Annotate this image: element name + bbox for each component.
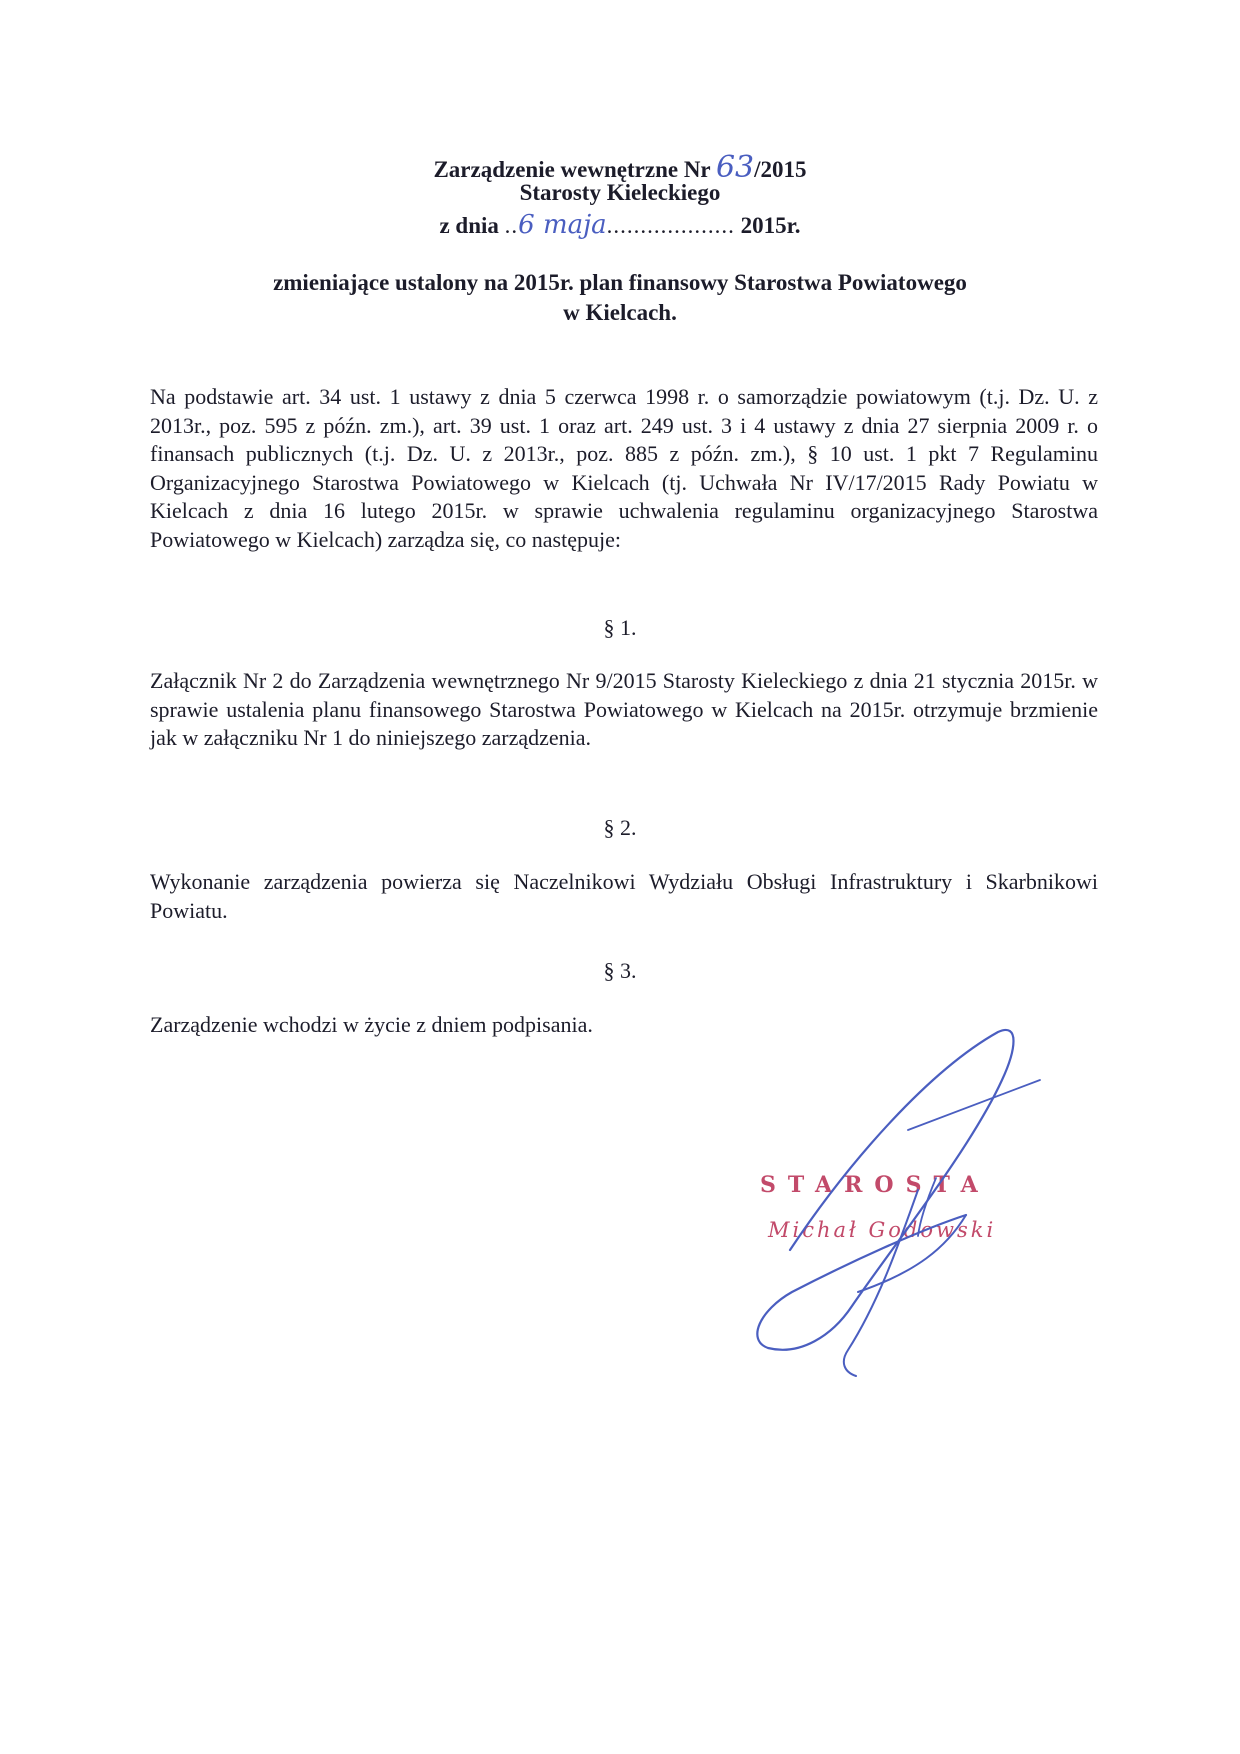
section-1-text: Załącznik Nr 2 do Zarządzenia wewnętrznego Nr 9/2015 Starosty Kieleckiego z dnia 21 stycznia 2015r. w sprawie ustalenia planu finansowego Starostwa Powiatowego w Kielcach na 2015r. otrzymuje brzmienie jak w załączniku Nr 1 do niniejszego zarządzenia. <box>150 668 1098 751</box>
document-subject <box>0 268 1240 328</box>
section-2 <box>150 868 1098 925</box>
stamp-title: STAROSTA <box>760 1172 990 1198</box>
header-issuer: Starosty Kieleckiego <box>519 180 721 205</box>
section-mark-1: § 1. <box>603 615 637 640</box>
preamble-text: Na podstawie art. 34 ust. 1 ustawy z dnia 5 czerwca 1998 r. o samorządzie powiatowym (t.j. Dz. U. z 2013r., poz. 595 z późn. zm.), art. 39 ust. 1 oraz art. 249 ust. 3 i 4 ustawy z dnia 27 sierpnia 2009 r. o finansach publicznych (t.j. Dz. U. z 2013r., poz. 885 z późn. zm.), § 10 ust. 1 pkt 7 Regulaminu Organizacyjnego Starostwa Powiatowego w Kielcach (tj. Uchwała Nr IV/17/2015 Rady Powiatu w Kielcach z dnia 16 lutego 2015r. w sprawie uchwalenia regulaminu organizacyjnego Starostwa Powiatowego w Kielcach) zarządza się, co następuje: <box>150 384 1098 552</box>
handwritten-date: 6 maja <box>518 210 607 240</box>
preamble <box>150 383 1098 555</box>
section-mark-2: § 2. <box>603 815 637 840</box>
header-title: Zarządzenie wewnętrzne Nr <box>433 157 711 182</box>
subject-line-1: zmieniające ustalony na 2015r. plan finansowy Starostwa Powiatowego <box>273 270 967 295</box>
stamp-name: Michał Godowski <box>768 1218 997 1242</box>
section-3-text: Zarządzenie wchodzi w życie z dniem podpisania. <box>150 1012 593 1037</box>
header-date-prefix: z dnia <box>439 213 499 238</box>
subject-line-2: w Kielcach. <box>563 300 677 325</box>
header-year: /2015 <box>754 157 807 182</box>
section-1 <box>150 667 1098 753</box>
signature-scribble <box>740 1010 1060 1390</box>
header-date-year: 2015r. <box>740 213 801 238</box>
section-2-text: Wykonanie zarządzenia powierza się Naczelnikowi Wydziału Obsługi Infrastruktury i Skarbnikowi Powiatu. <box>150 869 1098 923</box>
handwritten-number: 63 <box>715 150 755 185</box>
section-mark-3: § 3. <box>603 958 637 983</box>
header-date-line: z dnia ..6 maja................... 2015r. <box>439 210 801 240</box>
